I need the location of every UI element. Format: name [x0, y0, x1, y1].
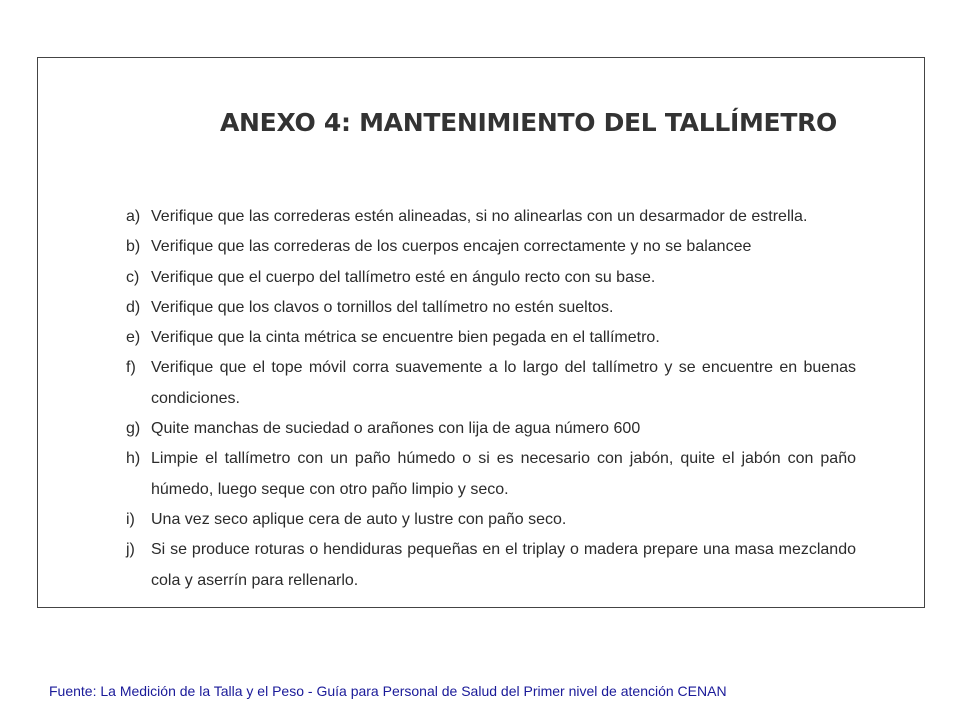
source-caption: Fuente: La Medición de la Talla y el Peso - Guía para Personal de Salud del Primer nivel de atención CENAN [49, 683, 727, 699]
item-text: Verifique que las correderas estén alineadas, si no alinearlas con un desarmador de estrella. [151, 208, 808, 225]
document-frame [37, 57, 925, 608]
item-marker: j) [126, 541, 135, 559]
item-marker: f) [126, 359, 136, 377]
item-text: Verifique que la cinta métrica se encuentre bien pegada en el tallímetro. [151, 329, 660, 347]
item-marker: e) [126, 329, 141, 347]
item-text: Verifique que el cuerpo del tallímetro esté en ángulo recto con su base. [151, 268, 656, 286]
list-item [126, 323, 856, 353]
list-item [126, 232, 856, 262]
item-marker: d) [126, 298, 141, 316]
list-item [126, 535, 856, 596]
list-item [126, 414, 856, 444]
item-text: Una vez seco aplique cera de auto y lustre con paño seco. [151, 510, 567, 528]
item-text: Quite manchas de suciedad o arañones con lija de agua número 600 [151, 420, 641, 438]
list-item [126, 293, 856, 323]
item-marker: h) [126, 450, 141, 468]
item-text: Verifique que el tope móvil corra suavemente a lo largo del tallímetro y se encuentre en buenas condiciones. [151, 359, 856, 407]
item-text: Si se produce roturas o hendiduras pequeñas en el triplay o madera prepare una masa mezclando cola y aserrín para rellenarlo. [151, 541, 856, 589]
item-marker: i) [126, 510, 135, 528]
item-text: Verifique que los clavos o tornillos del tallímetro no estén sueltos. [151, 298, 614, 316]
item-marker: c) [126, 268, 140, 286]
maintenance-steps-list [126, 202, 856, 596]
item-marker: b) [126, 238, 141, 256]
list-item [126, 444, 856, 505]
item-text: Limpie el tallímetro con un paño húmedo o si es necesario con jabón, quite el jabón con paño húmedo, luego seque con otro paño limpio y seco. [151, 450, 856, 498]
list-item [126, 505, 856, 535]
list-item [126, 263, 856, 293]
list-item [126, 353, 856, 414]
item-marker: a) [126, 208, 141, 225]
item-marker: g) [126, 420, 141, 438]
document-title: ANEXO 4: MANTENIMIENTO DEL TALLÍMETRO [220, 108, 837, 137]
list-item [126, 202, 856, 232]
item-text: Verifique que las correderas de los cuerpos encajen correctamente y no se balancee [151, 238, 752, 256]
